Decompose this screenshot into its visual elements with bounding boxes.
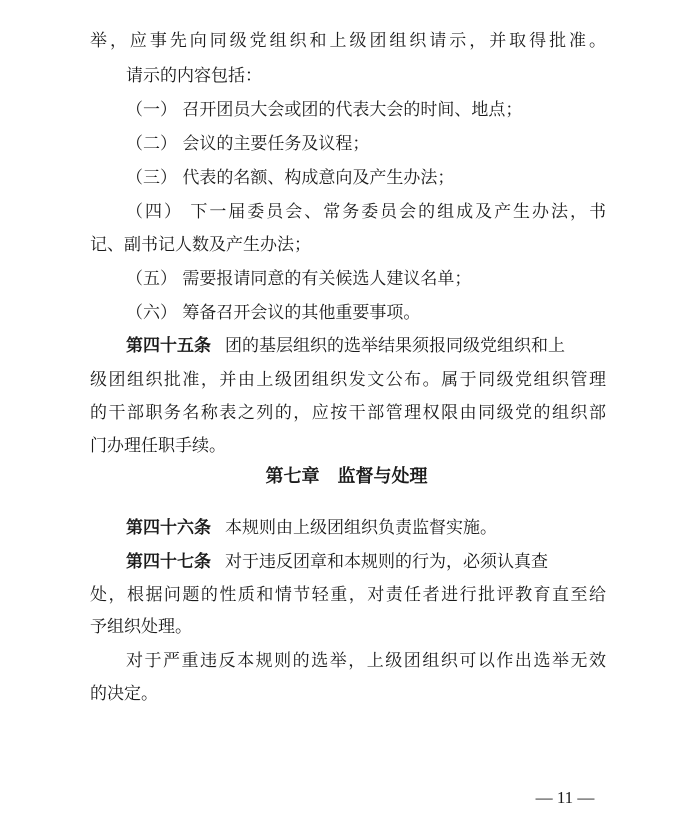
- article-47-text: 对于违反团章和本规则的行为，必须认真查: [225, 552, 548, 572]
- article-46-line: [126, 515, 606, 541]
- article-47-title: 第四十七条: [126, 552, 211, 572]
- text-line: 级团组织批准，并由上级团组织发文公布。属于同级党组织管理: [90, 370, 606, 390]
- list-item: （三） 代表的名额、构成意向及产生办法；: [126, 168, 455, 188]
- text-line: 处，根据问题的性质和情节轻重，对责任者进行批评教育直至给: [90, 585, 606, 605]
- page-number: — 11 —: [535, 788, 595, 807]
- text-line: 请示的内容包括：: [126, 66, 262, 86]
- article-45-text: 团的基层组织的选举结果须报同级党组织和上: [225, 336, 565, 356]
- text-line: 举，应事先向同级党组织和上级团组织请示，并取得批准。: [90, 31, 606, 51]
- text-line: 对于严重违反本规则的选举，上级团组织可以作出选举无效: [126, 651, 606, 671]
- list-item: （一） 召开团员大会或团的代表大会的时间、地点；: [126, 100, 523, 120]
- text-line: 的决定。: [90, 684, 158, 704]
- article-46-title: 第四十六条: [126, 518, 211, 538]
- text-line: 记、副书记人数及产生办法；: [90, 235, 311, 255]
- article-47-line: [126, 549, 606, 575]
- list-item: （四） 下一届委员会、常务委员会的组成及产生办法，书: [126, 202, 606, 222]
- article-45-line: [126, 333, 606, 359]
- list-item: （二） 会议的主要任务及议程；: [126, 134, 370, 154]
- article-45-title: 第四十五条: [126, 336, 211, 356]
- article-46-text: 本规则由上级团组织负责监督实施。: [225, 518, 497, 538]
- chapter-heading: 第七章 监督与处理: [265, 466, 428, 487]
- text-line: 的干部职务名称表之列的，应按干部管理权限由同级党的组织部: [90, 403, 606, 423]
- list-item: （六） 筹备召开会议的其他重要事项。: [126, 303, 421, 323]
- text-line: 门办理任职手续。: [90, 436, 226, 456]
- text-line: 予组织处理。: [90, 617, 192, 637]
- list-item: （五） 需要报请同意的有关候选人建议名单；: [126, 269, 472, 289]
